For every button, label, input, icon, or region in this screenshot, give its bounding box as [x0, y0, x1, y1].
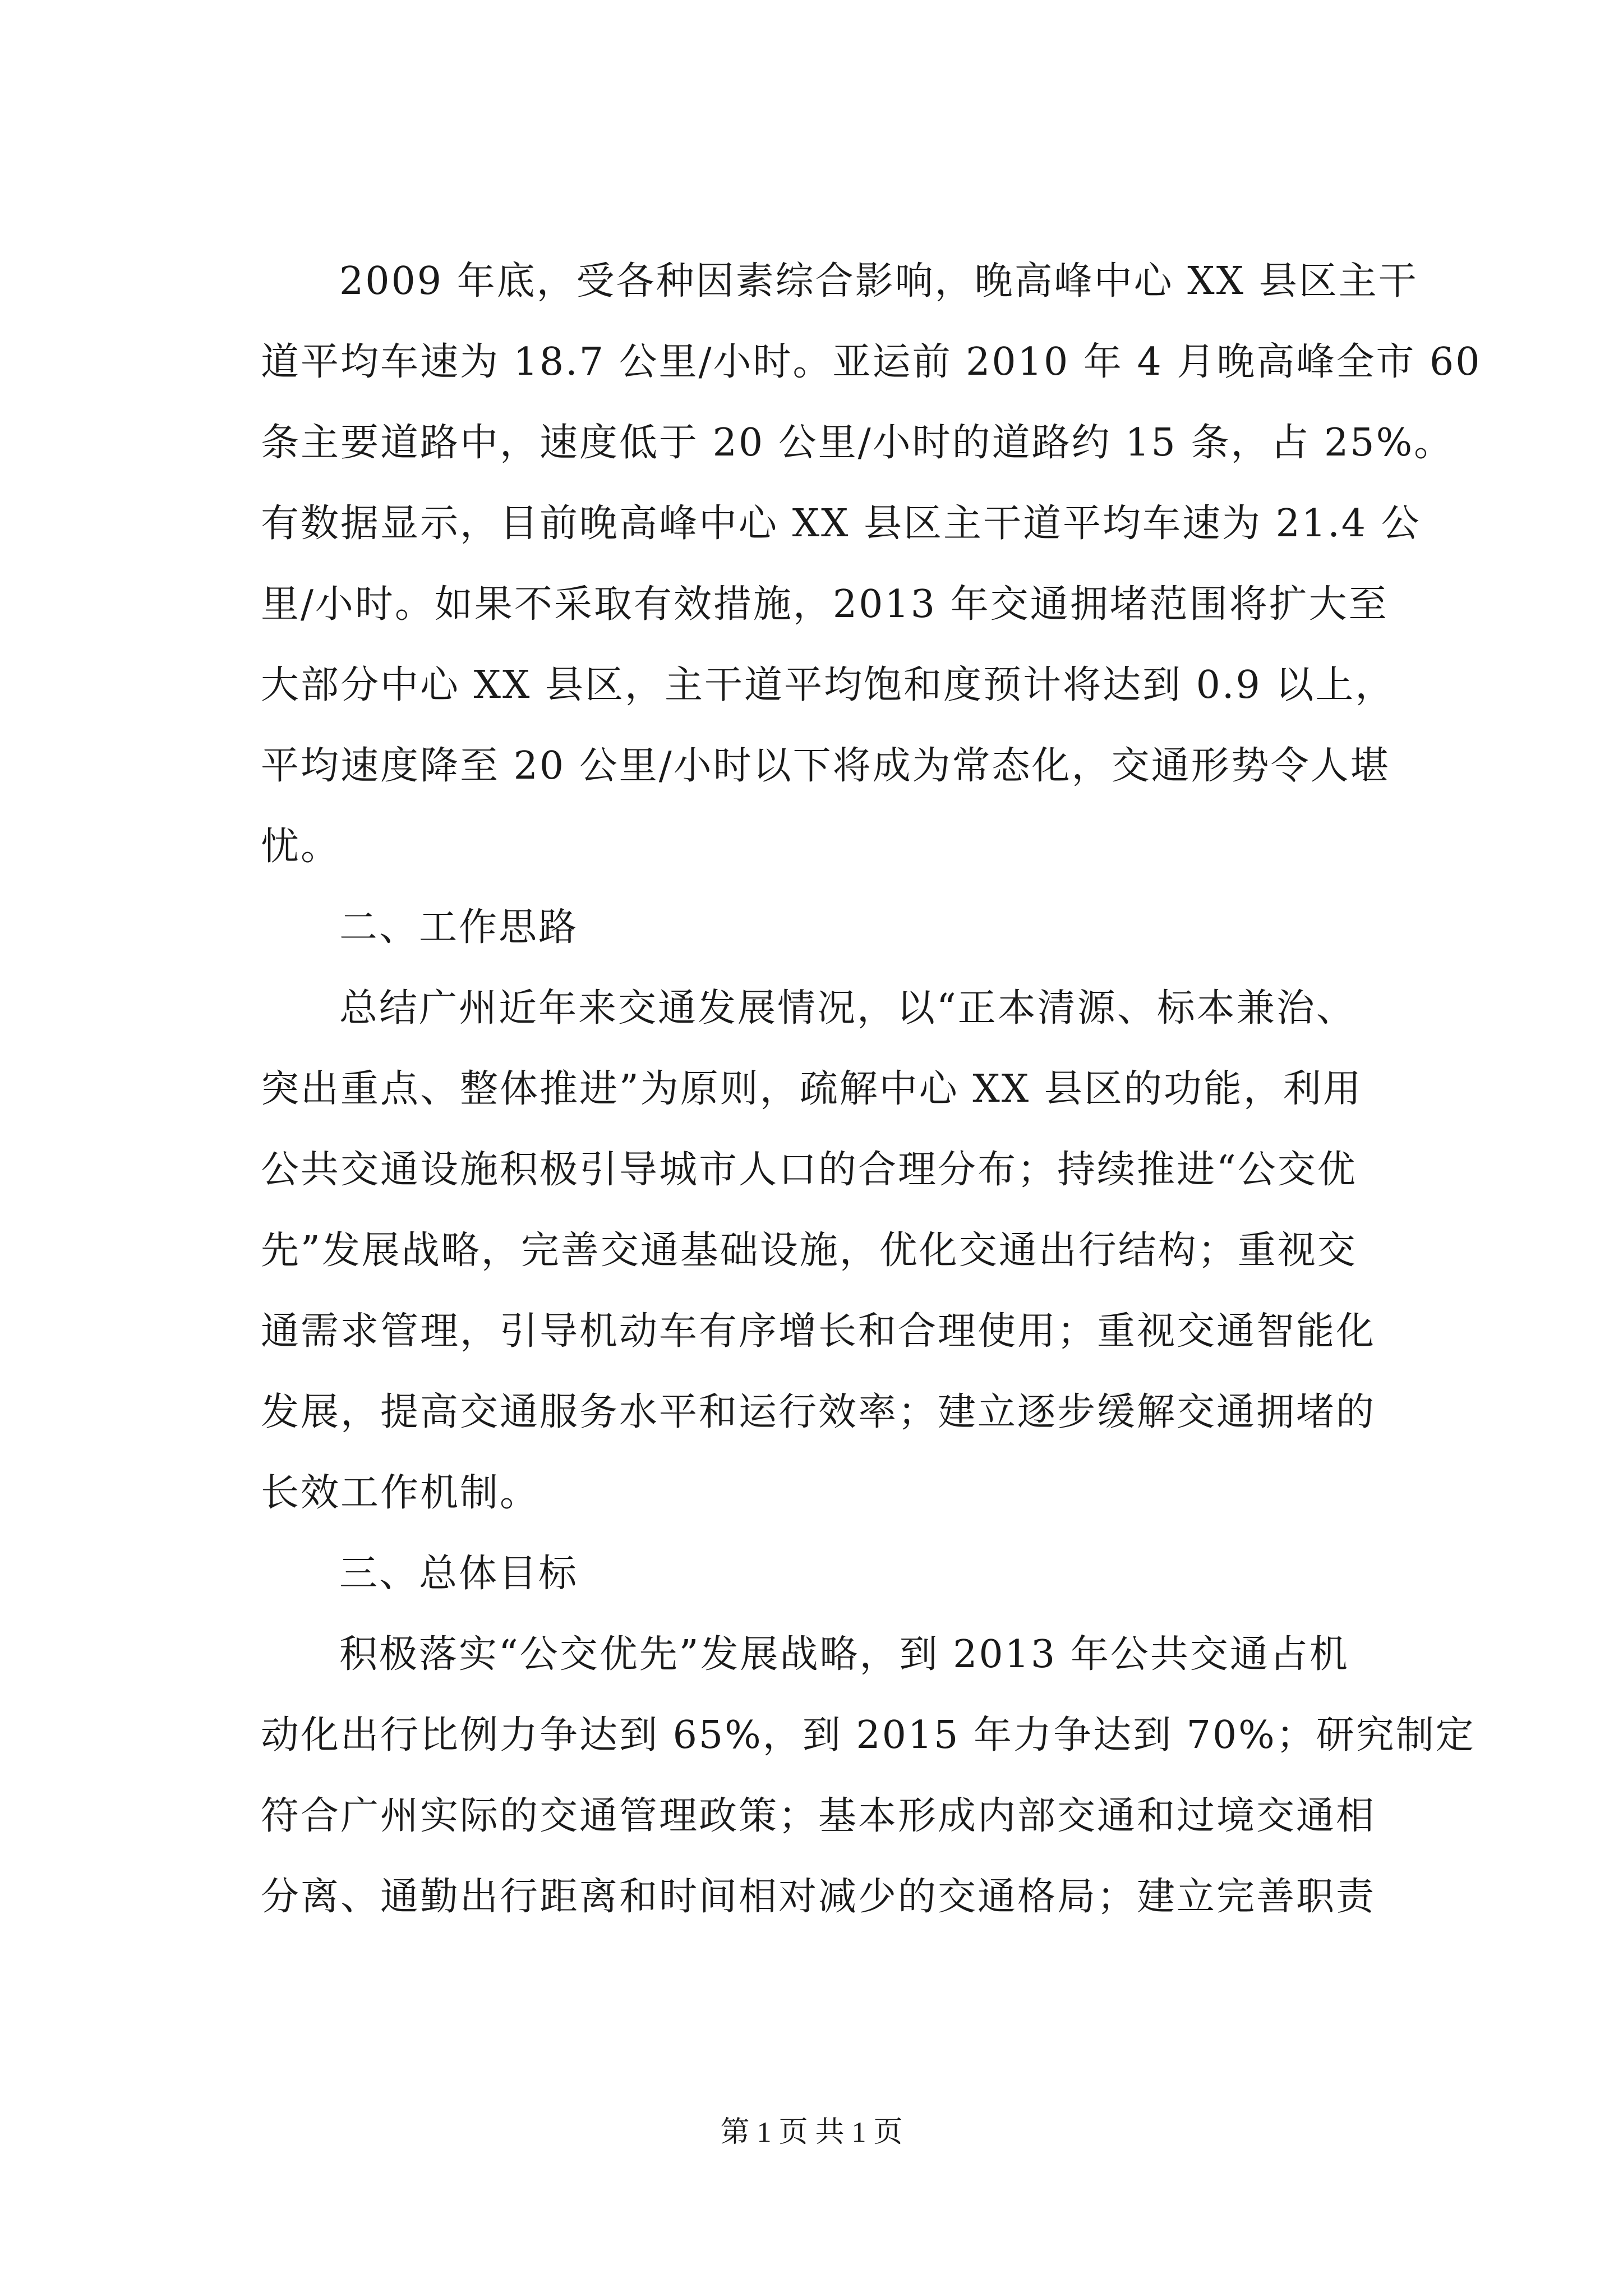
paragraph-line: 发展，提高交通服务水平和运行效率；建立逐步缓解交通拥堵的 — [261, 1390, 1376, 1434]
paragraph-line: 平均速度降至 20 公里/小时以下将成为常态化，交通形势令人堪 — [261, 744, 1390, 788]
paragraph-line: 长效工作机制。 — [261, 1471, 540, 1515]
paragraph-line: 大部分中心 XX 县区，主干道平均饱和度预计将达到 0.9 以上， — [261, 663, 1395, 707]
paragraph-line: 先”发展战略，完善交通基础设施，优化交通出行结构；重视交 — [261, 1228, 1357, 1273]
paragraph-line: 总结广州近年来交通发展情况，以“正本清源、标本兼治、 — [339, 986, 1356, 1030]
paragraph-line: 条主要道路中，速度低于 20 公里/小时的道路约 15 条，占 25%。 — [261, 421, 1454, 465]
paragraph-line: 突出重点、整体推进”为原则，疏解中心 XX 县区的功能，利用 — [261, 1067, 1363, 1111]
paragraph-3 — [261, 1614, 1476, 1938]
paragraph-line: 公共交通设施积极引导城市人口的合理分布；持续推进“公交优 — [261, 1148, 1357, 1192]
paragraph-line: 符合广州实际的交通管理政策；基本形成内部交通和过境交通相 — [261, 1794, 1376, 1838]
document-body — [261, 241, 1482, 1938]
paragraph-line: 道平均车速为 18.7 公里/小时。亚运前 2010 年 4 月晚高峰全市 60 — [261, 340, 1482, 384]
paragraph-line: 2009 年底，受各种因素综合影响，晚高峰中心 XX 县区主干 — [339, 259, 1418, 303]
paragraph-line: 动化出行比例力争达到 65%，到 2015 年力争达到 70%；研究制定 — [261, 1713, 1476, 1757]
paragraph-line: 通需求管理，引导机动车有序增长和合理使用；重视交通智能化 — [261, 1309, 1376, 1354]
paragraph-2 — [261, 968, 1427, 1534]
paragraph-line: 忧。 — [261, 825, 341, 869]
section-heading-overall-goals: 三、总体目标 — [339, 1552, 579, 1596]
paragraph-line: 里/小时。如果不采取有效措施，2013 年交通拥堵范围将扩大至 — [261, 582, 1389, 627]
section-heading-work-approach: 二、工作思路 — [339, 905, 579, 950]
paragraph-line: 有数据显示，目前晚高峰中心 XX 县区主干道平均车速为 21.4 公 — [261, 501, 1421, 546]
paragraph-1 — [261, 241, 1482, 887]
page-number-footer: 第 1 页 共 1 页 — [720, 2116, 903, 2148]
paragraph-line: 分离、通勤出行距离和时间相对减少的交通格局；建立完善职责 — [261, 1875, 1376, 1919]
paragraph-line: 积极落实“公交优先”发展战略，到 2013 年公共交通占机 — [339, 1632, 1349, 1677]
